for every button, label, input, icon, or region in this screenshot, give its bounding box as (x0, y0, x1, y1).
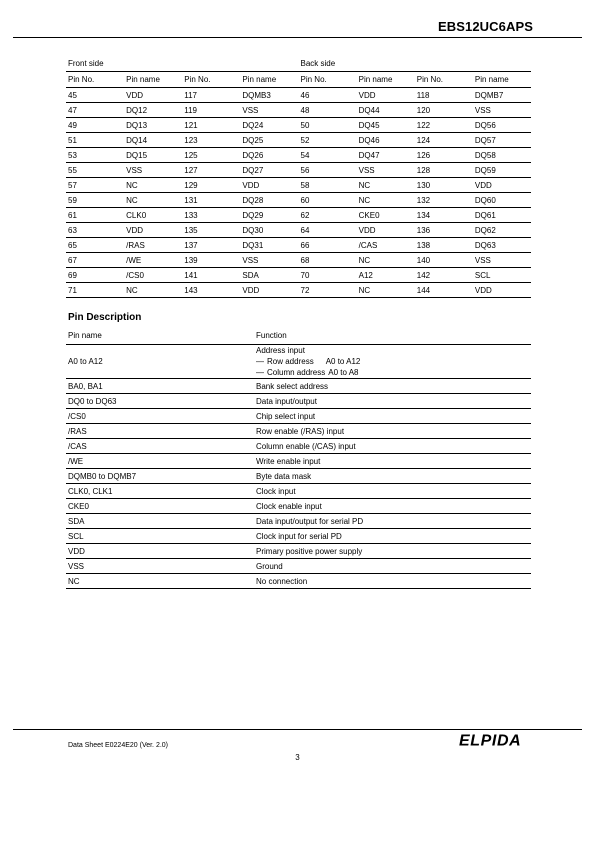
pin-name-cell: DQ15 (124, 148, 182, 163)
pin-name-cell: DQ25 (240, 133, 298, 148)
pin-number-cell: 67 (66, 253, 124, 268)
pin-number-cell: 45 (66, 88, 124, 103)
pin-name-cell: /WE (124, 253, 182, 268)
pin-name-cell: DQ13 (124, 118, 182, 133)
pin-number-cell: 144 (415, 283, 473, 298)
pin-number-cell: 126 (415, 148, 473, 163)
column-header: Pin name (66, 327, 254, 345)
pin-name-cell: DQ62 (473, 223, 531, 238)
pin-name-cell: SDA (66, 514, 254, 529)
pin-number-cell: 53 (66, 148, 124, 163)
pin-number-cell: 119 (182, 103, 240, 118)
elpida-logo (459, 731, 533, 753)
pin-number-cell: 136 (415, 223, 473, 238)
pin-number-cell: 47 (66, 103, 124, 118)
function-cell: Bank select address (254, 379, 531, 394)
pin-name-cell: DQ30 (240, 223, 298, 238)
table-row (66, 529, 531, 544)
pin-number-cell: 55 (66, 163, 124, 178)
pin-name-cell: DQ12 (124, 103, 182, 118)
pin-name-cell: SCL (66, 529, 254, 544)
pin-name-cell: VSS (357, 163, 415, 178)
function-cell: Row enable (/RAS) input (254, 424, 531, 439)
pin-name-cell: VSS (240, 253, 298, 268)
function-text: Address input (256, 346, 305, 355)
dash-glyph: — (256, 357, 264, 366)
table-row (66, 238, 531, 253)
table-row (66, 283, 531, 298)
pin-name-cell: NC (124, 178, 182, 193)
pin-name-cell: VDD (124, 223, 182, 238)
table-row (66, 454, 531, 469)
description-header-row (66, 327, 531, 345)
page-number: 3 (295, 753, 300, 762)
table-row (66, 409, 531, 424)
pin-number-cell: 141 (182, 268, 240, 283)
pin-number-cell: 143 (182, 283, 240, 298)
pin-name-cell: DQ47 (357, 148, 415, 163)
pin-name-cell: NC (357, 283, 415, 298)
function-cell: Clock input (254, 484, 531, 499)
column-header: Pin name (357, 72, 415, 88)
pin-number-cell: 120 (415, 103, 473, 118)
pin-number-cell: 50 (299, 118, 357, 133)
pin-number-cell: 117 (182, 88, 240, 103)
pin-number-cell: 123 (182, 133, 240, 148)
pin-name-cell: DQ56 (473, 118, 531, 133)
function-cell: Data input/output for serial PD (254, 514, 531, 529)
svg-text:ELPIDA: ELPIDA (459, 732, 522, 748)
column-header: Pin name (124, 72, 182, 88)
column-header: Pin No. (299, 72, 357, 88)
document-reference: Data Sheet E0224E20 (Ver. 2.0) (68, 742, 169, 749)
pin-name-cell: VDD (357, 223, 415, 238)
pin-name-cell: VDD (357, 88, 415, 103)
pin-name-cell: VSS (473, 103, 531, 118)
pin-number-cell: 142 (415, 268, 473, 283)
pin-name-cell: VSS (124, 163, 182, 178)
pin-number-cell: 59 (66, 193, 124, 208)
table-row (66, 118, 531, 133)
pin-name-cell: VDD (473, 283, 531, 298)
sub-value: A0 to A12 (325, 357, 361, 366)
dash-glyph: — (256, 368, 264, 377)
table-row (66, 133, 531, 148)
pin-name-cell: VDD (240, 178, 298, 193)
pin-number-cell: 72 (299, 283, 357, 298)
pin-number-cell: 60 (299, 193, 357, 208)
table-row (66, 178, 531, 193)
function-cell: Write enable input (254, 454, 531, 469)
pin-number-cell: 127 (182, 163, 240, 178)
table-row (66, 268, 531, 283)
pin-number-cell: 131 (182, 193, 240, 208)
table-row (66, 88, 531, 103)
column-header: Pin name (240, 72, 298, 88)
pin-name-cell: DQ29 (240, 208, 298, 223)
table-row (66, 559, 531, 574)
pin-number-cell: 51 (66, 133, 124, 148)
function-cell: Byte data mask (254, 469, 531, 484)
pin-name-cell: DQ24 (240, 118, 298, 133)
table-row (66, 544, 531, 559)
function-sub-line (256, 367, 529, 378)
pin-number-cell: 130 (415, 178, 473, 193)
pin-description-table (66, 327, 531, 589)
pin-number-cell: 70 (299, 268, 357, 283)
pin-name-cell: DQ44 (357, 103, 415, 118)
table-row (66, 148, 531, 163)
pin-name-cell: BA0, BA1 (66, 379, 254, 394)
sub-value: A0 to A8 (328, 368, 359, 377)
pin-name-cell: NC (357, 193, 415, 208)
pin-number-cell: 122 (415, 118, 473, 133)
pin-name-cell: A12 (357, 268, 415, 283)
pin-name-cell: VDD (240, 283, 298, 298)
table-row (66, 574, 531, 589)
pin-name-cell: SDA (240, 268, 298, 283)
header-rule (13, 37, 582, 38)
pin-name-cell: NC (124, 193, 182, 208)
pin-name-cell: VDD (124, 88, 182, 103)
pin-name-cell: DQ46 (357, 133, 415, 148)
pin-number-cell: 129 (182, 178, 240, 193)
pin-name-cell: DQ31 (240, 238, 298, 253)
table-row (66, 514, 531, 529)
table-row (66, 379, 531, 394)
pin-number-cell: 121 (182, 118, 240, 133)
pin-number-cell: 118 (415, 88, 473, 103)
pin-number-cell: 56 (299, 163, 357, 178)
pin-name-cell: DQ45 (357, 118, 415, 133)
function-cell (254, 345, 531, 379)
pin-name-cell: NC (124, 283, 182, 298)
pin-name-cell: DQ59 (473, 163, 531, 178)
table-row (66, 394, 531, 409)
pin-number-cell: 64 (299, 223, 357, 238)
pin-name-cell: VDD (66, 544, 254, 559)
function-sub-line (256, 356, 529, 367)
table-row (66, 345, 531, 379)
table-row (66, 499, 531, 514)
column-header: Pin No. (182, 72, 240, 88)
function-cell: Primary positive power supply (254, 544, 531, 559)
pin-assignment-table (66, 56, 531, 298)
pin-name-cell: /CS0 (66, 409, 254, 424)
pin-name-cell: DQ27 (240, 163, 298, 178)
pin-name-cell: /CAS (357, 238, 415, 253)
pin-name-cell: NC (357, 178, 415, 193)
pin-name-cell: A0 to A12 (66, 345, 254, 379)
pin-number-cell: 57 (66, 178, 124, 193)
pin-number-cell: 134 (415, 208, 473, 223)
pin-number-cell: 48 (299, 103, 357, 118)
table-row (66, 223, 531, 238)
pin-number-cell: 133 (182, 208, 240, 223)
pin-name-cell: DQ14 (124, 133, 182, 148)
sub-label: Row address (267, 357, 314, 366)
pin-name-cell: VSS (240, 103, 298, 118)
pin-description-title: Pin Description (68, 312, 142, 323)
pin-name-cell: DQ26 (240, 148, 298, 163)
function-cell: Column enable (/CAS) input (254, 439, 531, 454)
pin-number-cell: 135 (182, 223, 240, 238)
table-row (66, 163, 531, 178)
pin-number-cell: 54 (299, 148, 357, 163)
pin-name-cell: /RAS (124, 238, 182, 253)
pin-number-cell: 124 (415, 133, 473, 148)
function-cell: Clock input for serial PD (254, 529, 531, 544)
table-row (66, 193, 531, 208)
pin-number-cell: 49 (66, 118, 124, 133)
pin-name-cell: /RAS (66, 424, 254, 439)
pin-number-cell: 137 (182, 238, 240, 253)
table-row (66, 103, 531, 118)
table-row (66, 439, 531, 454)
side-header-row (66, 56, 531, 72)
pin-number-cell: 140 (415, 253, 473, 268)
pin-number-cell: 71 (66, 283, 124, 298)
pin-number-cell: 46 (299, 88, 357, 103)
pin-name-cell: DQ0 to DQ63 (66, 394, 254, 409)
pin-number-cell: 52 (299, 133, 357, 148)
column-header: Function (254, 327, 531, 345)
pin-name-cell: DQ57 (473, 133, 531, 148)
pin-name-cell: DQ58 (473, 148, 531, 163)
pin-number-cell: 132 (415, 193, 473, 208)
sub-label: Column address (267, 368, 326, 377)
pin-name-cell: VSS (66, 559, 254, 574)
function-cell: Ground (254, 559, 531, 574)
pin-name-cell: NC (66, 574, 254, 589)
pin-name-cell: /CAS (66, 439, 254, 454)
column-header: Pin No. (66, 72, 124, 88)
pin-number-cell: 128 (415, 163, 473, 178)
pin-number-cell: 65 (66, 238, 124, 253)
pin-number-cell: 62 (299, 208, 357, 223)
pin-number-cell: 138 (415, 238, 473, 253)
pin-number-cell: 139 (182, 253, 240, 268)
table-row (66, 253, 531, 268)
pin-number-cell: 63 (66, 223, 124, 238)
pin-name-cell: DQMB0 to DQMB7 (66, 469, 254, 484)
function-cell: Chip select input (254, 409, 531, 424)
pin-name-cell: VDD (473, 178, 531, 193)
pin-name-cell: VSS (473, 253, 531, 268)
pin-name-cell: DQ63 (473, 238, 531, 253)
table-row (66, 424, 531, 439)
column-header-row (66, 72, 531, 88)
back-side-label: Back side (299, 56, 532, 72)
footer-rule (13, 729, 582, 730)
column-header: Pin name (473, 72, 531, 88)
pin-name-cell: DQMB7 (473, 88, 531, 103)
column-header: Pin No. (415, 72, 473, 88)
pin-name-cell: DQ60 (473, 193, 531, 208)
pin-number-cell: 61 (66, 208, 124, 223)
table-row (66, 469, 531, 484)
pin-name-cell: SCL (473, 268, 531, 283)
pin-number-cell: 58 (299, 178, 357, 193)
pin-name-cell: CLK0 (124, 208, 182, 223)
front-side-label: Front side (66, 56, 299, 72)
pin-name-cell: /WE (66, 454, 254, 469)
pin-name-cell: /CS0 (124, 268, 182, 283)
pin-name-cell: CLK0, CLK1 (66, 484, 254, 499)
table-row (66, 484, 531, 499)
table-row (66, 208, 531, 223)
pin-number-cell: 68 (299, 253, 357, 268)
pin-name-cell: CKE0 (66, 499, 254, 514)
pin-name-cell: CKE0 (357, 208, 415, 223)
document-title: EBS12UC6APS (437, 19, 533, 34)
function-cell: Clock enable input (254, 499, 531, 514)
pin-name-cell: DQ61 (473, 208, 531, 223)
pin-name-cell: NC (357, 253, 415, 268)
pin-name-cell: DQMB3 (240, 88, 298, 103)
pin-number-cell: 125 (182, 148, 240, 163)
function-cell: No connection (254, 574, 531, 589)
pin-name-cell: DQ28 (240, 193, 298, 208)
pin-number-cell: 69 (66, 268, 124, 283)
pin-number-cell: 66 (299, 238, 357, 253)
function-cell: Data input/output (254, 394, 531, 409)
